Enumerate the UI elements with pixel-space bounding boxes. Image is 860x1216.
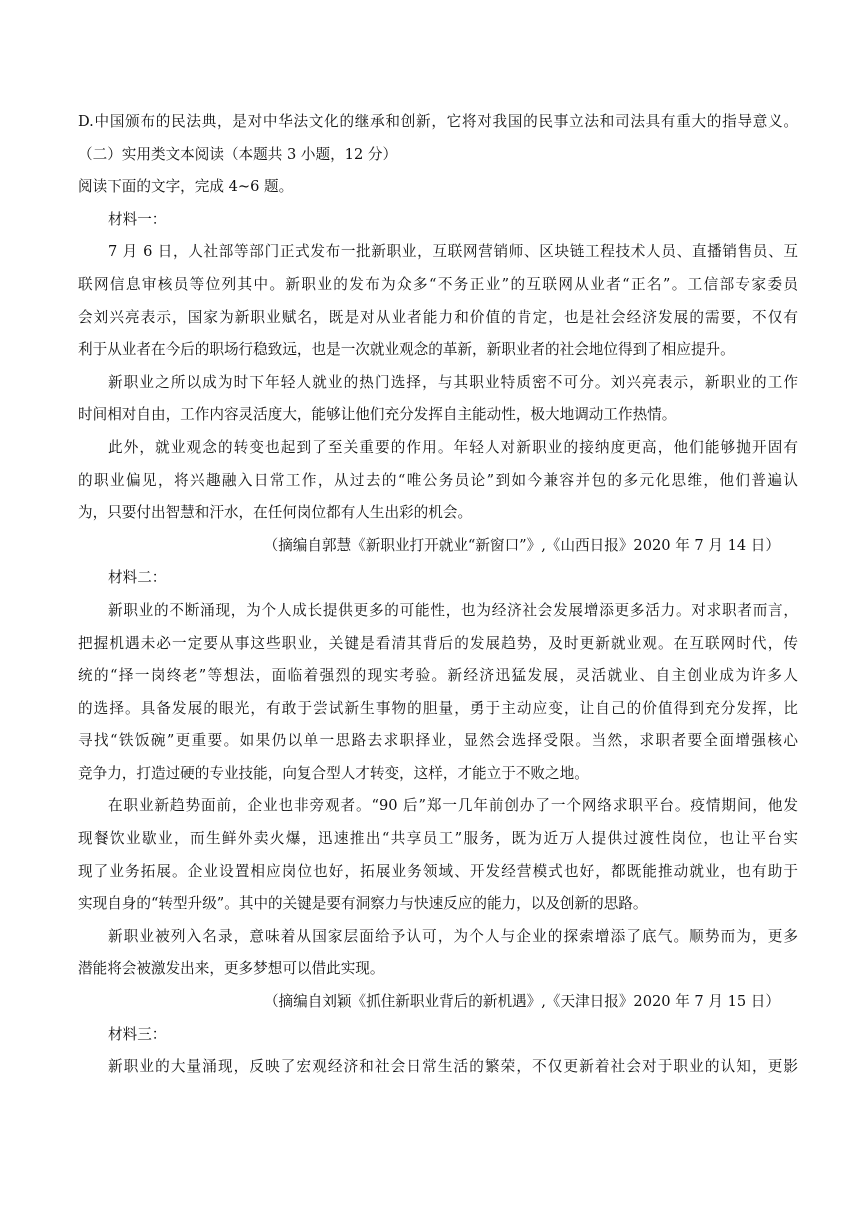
text-line: 阅读下面的文字，完成 4~6 题。 [78, 178, 294, 196]
text-line: 7 月 6 日，人社部等部门正式发布一批新职业，互联网营销师、区块链工程技术人员、直播销售员、互 [108, 243, 798, 261]
text-line: 材料二： [108, 569, 167, 587]
text-line: 利于从业者在今后的职场行稳致远，也是一次就业观念的革新，新职业者的社会地位得到了相应提升。 [78, 341, 735, 359]
text-line: 时间相对自由，工作内容灵活度大，能够让他们充分发挥自主能动性，极大地调动工作热情。 [78, 406, 677, 424]
text-line: 寻找“铁饭碗”更重要。如果仍以单一思路去求职择业，显然会选择受限。当然，求职者要全面增强核心 [78, 732, 798, 750]
text-line: D.中国颁布的民法典，是对中华法文化的继承和创新，它将对我国的民事立法和司法具有重大的指导意义。 [78, 113, 798, 130]
text-line: （二）实用类文本阅读（本题共 3 小题，12 分） [78, 145, 398, 163]
text-line: （摘编自郭慧《新职业打开就业“新窗口”》,《山西日报》2020 年 7 月 14 日） [263, 536, 780, 554]
text-line: 新职业的大量涌现，反映了宏观经济和社会日常生活的繁荣，不仅更新着社会对于职业的认知，更影 [108, 1058, 798, 1076]
text-line: 统的“择一岗终老”等想法，面临着强烈的现实考验。新经济迅猛发展，灵活就业、自主创业成为许多人 [78, 667, 798, 685]
text-line: 新职业的不断涌现，为个人成长提供更多的可能性，也为经济社会发展增添更多活力。对求职者而言， [108, 601, 798, 619]
text-line: 联网信息审核员等位列其中。新职业的发布为众多“不务正业”的互联网从业者“正名”。工信部专家委员 [78, 275, 798, 293]
text-line: 现餐饮业歇业，而生鲜外卖火爆，迅速推出“共享员工”服务，既为近万人提供过渡性岗位，也让平台实 [78, 830, 798, 848]
text-line: 竞争力，打造过硬的专业技能，向复合型人才转变，这样，才能立于不败之地。 [78, 764, 589, 782]
text-line: 的职业偏见，将兴趣融入日常工作，从过去的“唯公务员论”到如今兼容并包的多元化思维，他们普遍认 [78, 471, 798, 489]
text-line: 会刘兴亮表示，国家为新职业赋名，既是对从业者能力和价值的肯定，也是社会经济发展的需要，不仅有 [78, 308, 798, 326]
text-line: （摘编自刘颖《抓住新职业背后的新机遇》,《天津日报》2020 年 7 月 15 日） [263, 993, 780, 1011]
text-line: 在职业新趋势面前，企业也非旁观者。“90 后”郑一几年前创办了一个网络求职平台。疫情期间，他发 [108, 797, 798, 815]
text-line: 把握机遇未必一定要从事这些职业，关键是看清其背后的发展趋势，及时更新就业观。在互联网时代，传 [78, 634, 798, 652]
text-line: 新职业被列入名录，意味着从国家层面给予认可，为个人与企业的探索增添了底气。顺势而为，更多 [108, 927, 798, 945]
text-line: 为，只要付出智慧和汗水，在任何岗位都有人生出彩的机会。 [78, 504, 473, 522]
text-line: 的选择。具备发展的眼光，有敢于尝试新生事物的胆量，勇于主动应变，让自己的价值得到充分发挥，比 [78, 699, 798, 717]
text-line: 实现自身的“转型升级”。其中的关键是要有洞察力与快速反应的能力，以及创新的思路。 [78, 895, 648, 913]
text-line: 现了业务拓展。企业设置相应岗位也好，拓展业务领域、开发经营模式也好，都既能推动就业，也有助于 [78, 862, 798, 880]
document-page [78, 106, 798, 1084]
text-line: 材料三： [108, 1025, 167, 1043]
text-line: 潜能将会被激发出来，更多梦想可以借此实现。 [78, 960, 385, 978]
text-line: 新职业之所以成为时下年轻人就业的热门选择，与其职业特质密不可分。刘兴亮表示，新职业的工作 [108, 373, 798, 391]
text-line: 此外，就业观念的转变也起到了至关重要的作用。年轻人对新职业的接纳度更高，他们能够抛开固有 [108, 438, 798, 456]
text-line: 材料一： [108, 210, 167, 228]
